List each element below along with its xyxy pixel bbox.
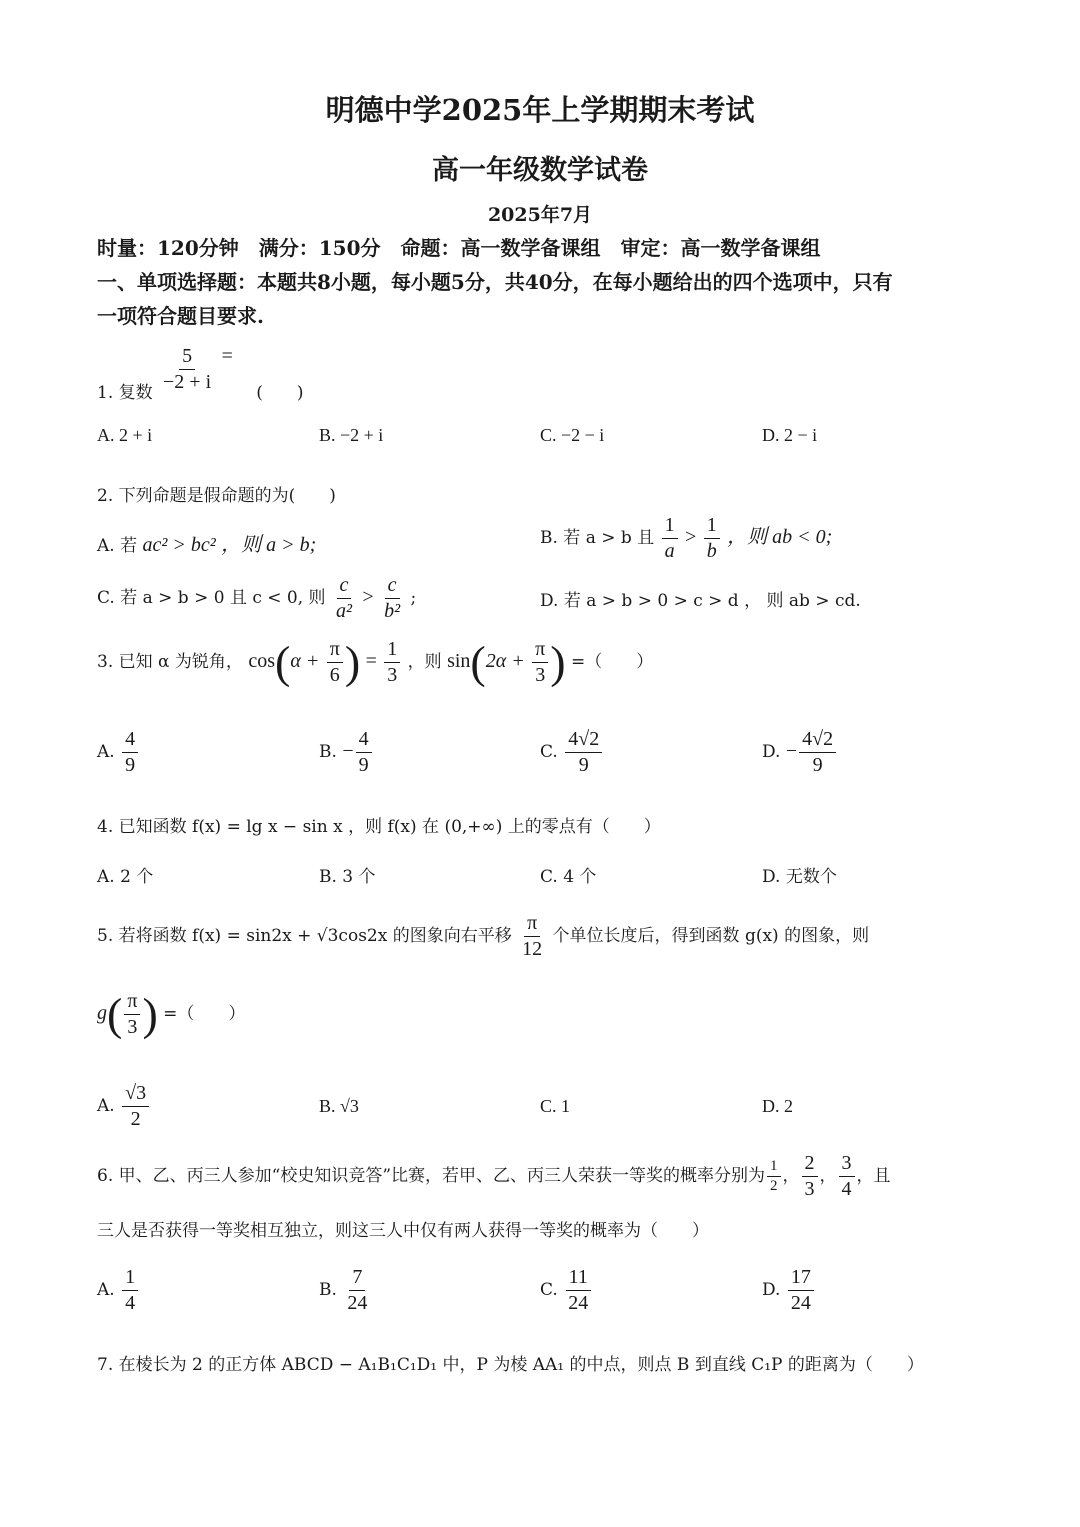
q3-b-frac [356, 728, 372, 777]
q2-option-b [540, 514, 832, 563]
q2-option-d: D. 若 a > b > 0 > c > d ， 则 ab > cd. [540, 591, 861, 611]
q3-stem: 3. 已知 α 为锐角， [97, 652, 243, 672]
q3-c-label: C. [540, 742, 558, 762]
q1-equals: = [221, 345, 233, 367]
q5-stem-pre: 5. 若将函数 f(x) = sin2x + √3cos2x 的图象向右平移 [97, 926, 512, 946]
q6-f3-den: 4 [841, 1178, 852, 1200]
q3-b-den: 9 [358, 754, 369, 776]
q4-option-a: A. 2 个 [97, 867, 154, 887]
q6-frac-3 [839, 1152, 855, 1201]
q2-b-prefix: B. 若 a > b 且 [540, 528, 655, 548]
q5-a-frac [122, 1082, 149, 1131]
q5-stem-post: 个单位长度后，得到函数 g(x) 的图象，则 [552, 926, 870, 946]
q6-f1-den: 2 [770, 1178, 778, 1194]
q3-three: 3 [387, 664, 398, 686]
q6-a-label: A. [97, 1280, 115, 1300]
q6-c-den: 24 [568, 1292, 589, 1314]
q2-b-frac2 [704, 514, 720, 563]
q2-b-f2-num: 1 [704, 514, 720, 539]
section-heading-line2: 一项符合题目要求. [97, 304, 264, 328]
question-2: 2. 下列命题是假命题的为( ) [97, 486, 336, 506]
q3-b-num: 4 [356, 728, 372, 753]
q5-a-label: A. [97, 1096, 115, 1116]
q5-option-d: D. 2 [762, 1096, 793, 1116]
q5-option-c: C. 1 [540, 1096, 571, 1116]
q1-fraction [160, 345, 214, 394]
q5-pi: π [524, 912, 540, 937]
q1-frac-num: 5 [179, 345, 195, 370]
q3-cos: cos [248, 650, 275, 672]
q2-b-frac1 [662, 514, 678, 563]
q6-f2-den: 3 [804, 1178, 815, 1200]
question-4: 4. 已知函数 f(x) = lg x − sin x ，则 f(x) 在 (0,+∞) 上的零点有（ ） [97, 817, 661, 837]
q3-a-frac [122, 728, 138, 777]
exam-title: 明德中学2025年上学期期末考试 [325, 93, 755, 127]
q3-b-sign: − [342, 740, 354, 762]
question-5 [97, 912, 869, 961]
q6-f2-num: 2 [802, 1152, 818, 1177]
q2-option-c [97, 574, 416, 623]
q3-c-den: 9 [578, 754, 589, 776]
q2-b-suffix: ，则 ab < 0; [727, 526, 833, 548]
q1-option-c: C. −2 − i [540, 425, 605, 445]
q2-c-frac1 [333, 574, 355, 623]
q5-stem-line2 [97, 990, 245, 1039]
q5-twelve: 12 [522, 938, 543, 960]
q3-three-2: 3 [535, 664, 546, 686]
q6-a-frac [122, 1266, 138, 1315]
q6-option-d [762, 1266, 816, 1315]
q5-tail: =（ ） [163, 1004, 246, 1024]
q6-b-den: 24 [347, 1292, 368, 1314]
q3-option-d [762, 728, 838, 777]
q5-pi-over-3 [124, 990, 140, 1039]
q1-frac-den: −2 + i [163, 371, 212, 393]
exam-date: 2025年7月 [487, 204, 593, 226]
q3-one-third [384, 638, 400, 687]
q6-b-frac [344, 1266, 370, 1315]
question-1 [97, 345, 304, 403]
q3-option-c [540, 728, 604, 777]
q3-d-num: 4√2 [799, 728, 836, 753]
q3-rparen-1: ) [344, 636, 361, 688]
q6-d-label: D. [762, 1280, 781, 1300]
q5-g: g [97, 1002, 107, 1024]
q6-option-c [540, 1266, 593, 1315]
q2-option-a [97, 528, 316, 557]
exam-info: 时量：120分钟 满分：150分 命题：高一数学备课组 审定：高一数学备课组 [97, 236, 821, 260]
q6-a-den: 4 [125, 1292, 136, 1314]
q3-two-alpha-plus: 2α + [485, 650, 525, 672]
q6-c-frac [565, 1266, 591, 1315]
q3-pi-over-6 [327, 638, 343, 687]
q6-tail: ，且 [856, 1166, 891, 1186]
q3-option-a [97, 728, 140, 777]
q2-a-prefix: A. 若 [97, 536, 138, 556]
q2-c-suffix: ; [410, 588, 417, 608]
q6-option-a [97, 1266, 140, 1315]
q3-one: 1 [384, 638, 400, 663]
q3-pi: π [327, 638, 343, 663]
question-3 [97, 638, 653, 687]
q2-c-prefix: C. 若 a > b > 0 且 c < 0, 则 [97, 588, 326, 608]
q6-b-label: B. [319, 1280, 337, 1300]
q3-mid: ，则 [407, 652, 442, 672]
q3-alpha-plus: α + [290, 650, 320, 672]
q3-a-num: 4 [122, 728, 138, 753]
q3-lparen-2: ( [470, 636, 486, 688]
q6-f3-num: 3 [839, 1152, 855, 1177]
q3-pi-2: π [532, 638, 548, 663]
q5-option-a [97, 1082, 151, 1131]
q4-option-b: B. 3 个 [319, 867, 376, 887]
q3-a-label: A. [97, 742, 115, 762]
q3-pi-over-3 [532, 638, 548, 687]
q3-d-frac [799, 728, 836, 777]
q5-rparen: ) [142, 988, 158, 1040]
q6-d-frac [788, 1266, 814, 1315]
q6-stem-line2: 三人是否获得一等奖相互独立，则这三人中仅有两人获得一等奖的概率为（ ） [97, 1221, 709, 1241]
q3-b-label: B. [319, 742, 337, 762]
q6-b-num: 7 [349, 1266, 365, 1291]
q2-a-math: ac² > bc² [142, 534, 216, 556]
q6-f1-num: 1 [767, 1158, 781, 1177]
q3-d-sign: − [785, 740, 798, 762]
q4-option-d: D. 无数个 [762, 867, 837, 887]
q5-a-den: 2 [130, 1108, 141, 1130]
q2-b-f2-den: b [706, 540, 717, 562]
q5-three: 3 [127, 1016, 138, 1038]
q5-lparen: ( [107, 988, 123, 1040]
section-heading-line1: 一、单项选择题：本题共8小题，每小题5分，共40分，在每小题给出的四个选项中，只有 [97, 270, 893, 294]
q2-c-f1-num: c [337, 574, 352, 599]
q3-c-frac [565, 728, 602, 777]
q3-option-b [319, 728, 374, 777]
q2-c-f2-den: b² [384, 600, 401, 622]
q1-option-d: D. 2 − i [762, 425, 818, 445]
q2-c-f2-num: c [385, 574, 400, 599]
q1-option-a: A. 2 + i [97, 425, 153, 445]
q4-option-c: C. 4 个 [540, 867, 597, 887]
exam-subtitle: 高一年级数学试卷 [432, 155, 648, 186]
q3-eq: = [365, 650, 377, 672]
q3-tail: =（ ） [571, 652, 654, 672]
q2-c-gt: > [362, 586, 374, 608]
q6-d-den: 24 [790, 1292, 811, 1314]
q2-c-frac2 [381, 574, 403, 623]
q2-b-gt: > [685, 526, 697, 548]
q3-rparen-2: ) [550, 636, 566, 688]
q6-c-label: C. [540, 1280, 558, 1300]
q2-a-suffix: ，则 a > b; [221, 534, 317, 556]
q2-b-f1-num: 1 [662, 514, 678, 539]
q3-six: 6 [329, 664, 340, 686]
q2-c-f1-den: a² [335, 600, 352, 622]
q5-a-num: √3 [122, 1082, 149, 1107]
q6-option-b [319, 1266, 372, 1315]
q3-d-den: 9 [812, 754, 823, 776]
question-6: 6. 甲、乙、丙三人参加“校史知识竞答”比赛，若甲、乙、丙三人荣获一等奖的概率分别为 $\frac{1}{2}$ ， $\frac{2}{3}$ ， $\frac{3}{4}$ ，且 [97, 1152, 891, 1200]
q1-stem: 1. 复数 [97, 383, 153, 403]
q3-d-label: D. [762, 742, 781, 762]
q6-frac-2 [802, 1152, 818, 1201]
q6-stem-pre: 6. 甲、乙、丙三人参加“校史知识竞答”比赛，若甲、乙、丙三人荣获一等奖的概率分别为 [97, 1166, 766, 1186]
q6-d-num: 17 [788, 1266, 814, 1291]
q3-c-num: 4√2 [565, 728, 602, 753]
q6-c-num: 11 [566, 1266, 591, 1291]
q1-option-b: B. −2 + i [319, 425, 384, 445]
q3-lparen-1: ( [275, 636, 291, 688]
q5-pi-2: π [124, 990, 140, 1015]
q3-sin: sin [447, 650, 471, 672]
q5-option-b: B. √3 [319, 1096, 359, 1116]
question-7: 7. 在棱长为 2 的正方体 ABCD − A₁B₁C₁D₁ 中，P 为棱 AA₁ 的中点，则点 B 到直线 C₁P 的距离为（ ） [97, 1355, 924, 1375]
q6-a-num: 1 [122, 1266, 138, 1291]
q5-pi-over-12 [519, 912, 545, 961]
q1-paren: ( ) [256, 383, 304, 403]
q6-frac-1 [767, 1158, 781, 1196]
q3-a-den: 9 [125, 754, 136, 776]
q2-b-f1-den: a [664, 540, 675, 562]
